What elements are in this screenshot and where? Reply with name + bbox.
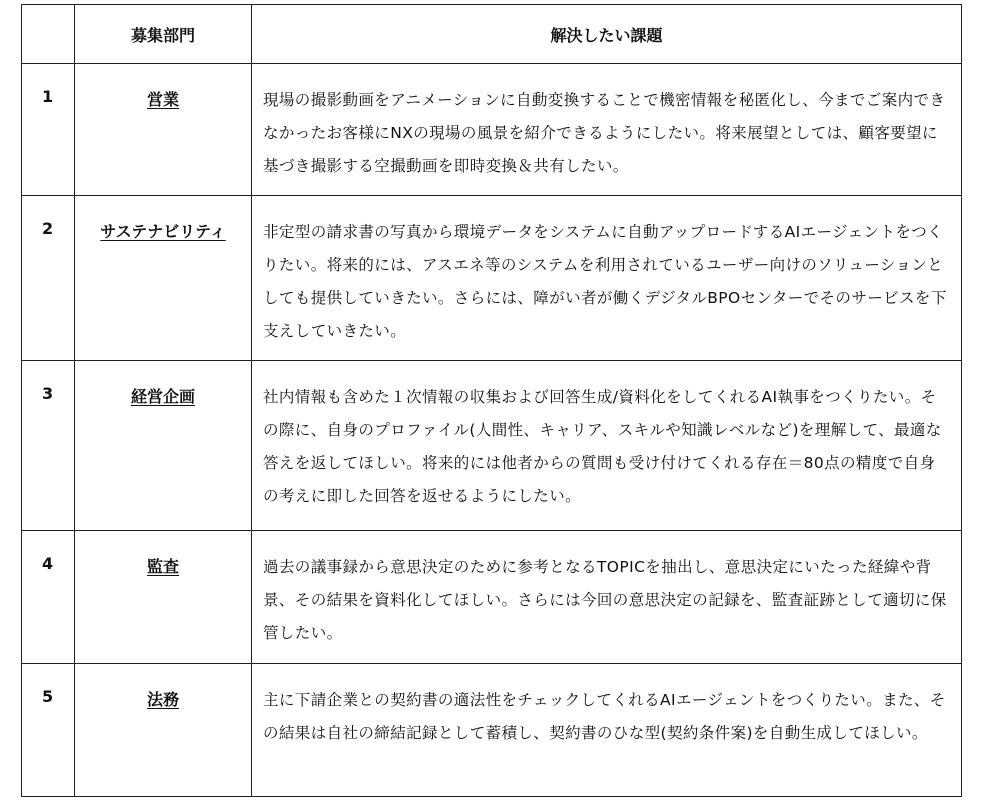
recruitment-table [21,4,962,797]
department-name: 法務 [146,690,179,709]
department-name: 経営企画 [130,387,195,406]
issue-cell: 現場の撮影動画をアニメーションに自動変換することで機密情報を秘匿化し、今までご案内できなかったお客様にNXの現場の風景を紹介できるようにしたい。将来展望としては、顧客要望に基づき撮影する空撮動画を即時変換＆共有したい。 [252,64,962,196]
table-row [22,361,962,531]
department-name: 営業 [146,90,179,109]
row-number: 2 [22,196,75,361]
department-cell [75,531,252,664]
issue-cell: 非定型の請求書の写真から環境データをシステムに自動アップロードするAIエージェントをつくりたい。将来的には、アスエネ等のシステムを利用されているユーザー向けのソリューションとしても提供していきたい。さらには、障がい者が働くデジタルBPOセンターでそのサービスを下支えしていきたい。 [252,196,962,361]
department-cell [75,664,252,797]
table-row [22,531,962,664]
header-department: 募集部門 [75,5,252,64]
header-row [22,5,962,64]
issue-cell: 社内情報も含めた１次情報の収集および回答生成/資料化をしてくれるAI執事をつくりたい。その際に、自身のプロファイル(人間性、キャリア、スキルや知識レベルなど)を理解して、最適な答えを返してほしい。将来的には他者からの質問も受け付けてくれる存在＝80点の精度で自身の考えに即した回答を返せるようにしたい。 [252,361,962,531]
department-name: 監査 [146,557,179,576]
issue-cell: 主に下請企業との契約書の適法性をチェックしてくれるAIエージェントをつくりたい。また、その結果は自社の締結記録として蓄積し、契約書のひな型(契約条件案)を自動生成してほしい。 [252,664,962,797]
row-number: 5 [22,664,75,797]
department-cell [75,196,252,361]
table-row [22,64,962,196]
table-row [22,664,962,797]
department-cell [75,361,252,531]
issue-cell: 過去の議事録から意思決定のために参考となるTOPICを抽出し、意思決定にいたった経緯や背景、その結果を資料化してほしい。さらには今回の意思決定の記録を、監査証跡として適切に保管したい。 [252,531,962,664]
header-number [22,5,75,64]
row-number: 4 [22,531,75,664]
row-number: 3 [22,361,75,531]
header-issue: 解決したい課題 [252,5,962,64]
department-cell [75,64,252,196]
department-name: サステナビリティ [100,222,226,241]
table-row [22,196,962,361]
row-number: 1 [22,64,75,196]
